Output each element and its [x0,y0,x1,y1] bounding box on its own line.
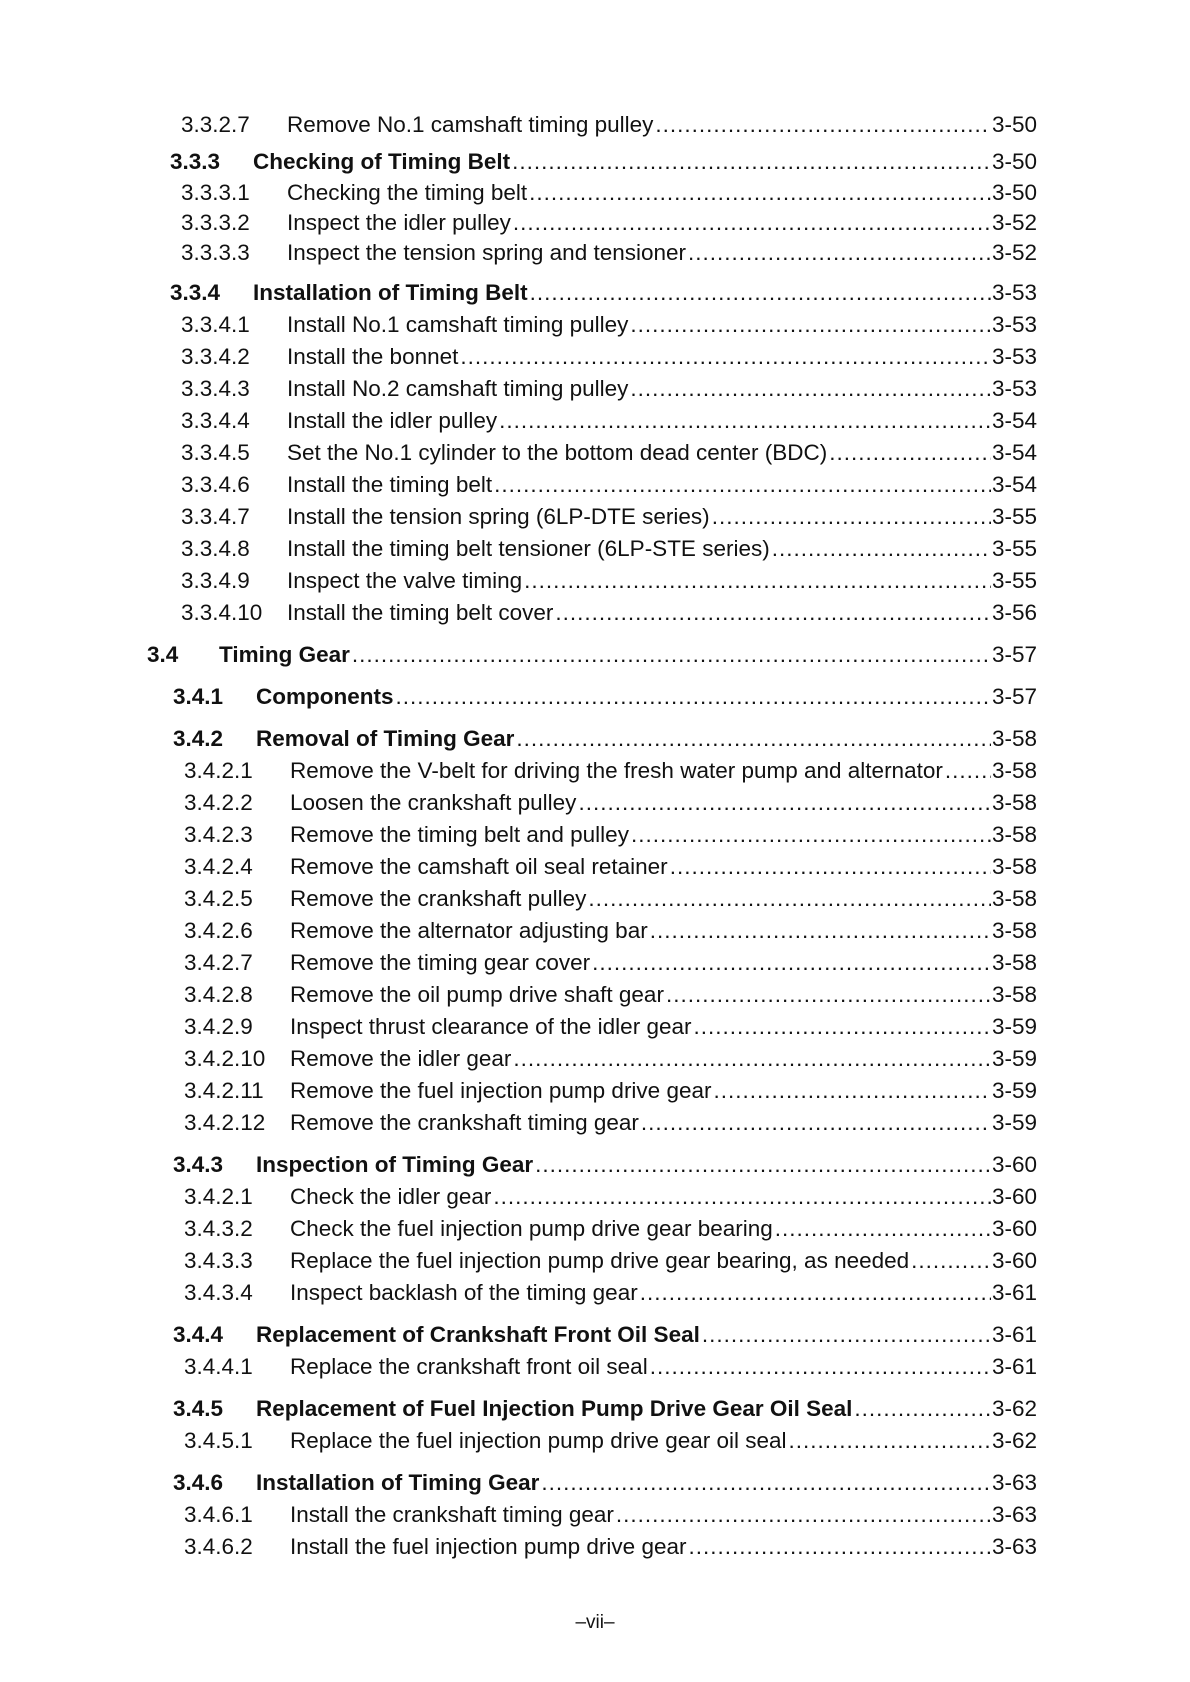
dot-leader [512,147,991,177]
toc-entry[interactable] [170,147,1037,177]
toc-entry[interactable] [181,470,1037,500]
dot-leader [693,1012,990,1042]
toc-entry[interactable] [184,1182,1037,1212]
toc-entry-title: Check the fuel injection pump drive gear bearing [290,1216,773,1241]
toc-entry-title: Installation of Timing Gear [256,1470,540,1495]
toc-entry-title: Removal of Timing Gear [256,726,515,751]
dot-leader [688,1532,990,1562]
toc-entry-page: 3-53 [991,376,1037,401]
toc-entry[interactable] [181,208,1037,238]
toc-entry[interactable] [184,916,1037,946]
toc-entry-page: 3-53 [991,344,1037,369]
dot-leader [499,406,991,436]
dot-leader [655,110,991,140]
dot-leader [530,278,991,308]
dot-leader [641,1108,991,1138]
toc-entry[interactable] [173,1320,1037,1350]
toc-entry[interactable] [173,1468,1037,1498]
toc-entry-title: Remove the fuel injection pump drive gear [290,1078,712,1103]
toc-entry-title: Inspect thrust clearance of the idler gear [290,1014,692,1039]
toc-entry-page: 3-63 [991,1534,1037,1559]
toc-entry-number: 3.4.2.10 [184,1046,266,1071]
toc-entry-title: Remove the V-belt for driving the fresh water pump and alternator [290,758,943,783]
toc-entry-page: 3-58 [991,854,1037,879]
toc-entry-page: 3-58 [991,886,1037,911]
toc-entry-number: 3.3.4.1 [181,312,250,337]
toc-entry-page: 3-63 [991,1470,1037,1495]
toc-entry-number: 3.3.4.2 [181,344,250,369]
toc-entry-page: 3-55 [991,504,1037,529]
toc-entry-title: Remove the crankshaft timing gear [290,1110,639,1135]
dot-leader [494,470,991,500]
dot-leader [524,566,991,596]
toc-entry-title: Remove the camshaft oil seal retainer [290,854,668,879]
toc-entry-number: 3.4.6 [173,1470,224,1495]
toc-entry-number: 3.4.2.3 [184,822,253,847]
toc-entry-title: Install the bonnet [287,344,459,369]
toc-entry-title: Install the crankshaft timing gear [290,1502,614,1527]
page-number: –vii– [575,1612,615,1633]
dot-leader [630,310,991,340]
toc-entry-page: 3-62 [991,1396,1037,1421]
toc-entry[interactable] [184,820,1037,850]
toc-entry-number: 3.3.4.3 [181,376,250,401]
toc-entry-title: Install No.2 camshaft timing pulley [287,376,629,401]
toc-entry-number: 3.3.4.6 [181,472,250,497]
toc-entry-title: Replace the fuel injection pump drive gear bearing, as needed [290,1248,910,1273]
toc-entry[interactable] [181,110,1037,140]
toc-entry-page: 3-60 [991,1216,1037,1241]
toc-entry-title: Remove the idler gear [290,1046,512,1071]
toc-entry-number: 3.4.2.9 [184,1014,253,1039]
toc-entry-title: Replace the fuel injection pump drive gear oil seal [290,1428,787,1453]
toc-entry-page: 3-58 [991,950,1037,975]
toc-entry[interactable] [181,342,1037,372]
toc-entry-page: 3-57 [991,642,1037,667]
toc-entry-number: 3.4.2.12 [184,1110,266,1135]
toc-entry-title: Loosen the crankshaft pulley [290,790,577,815]
toc-entry-title: Install the timing belt tensioner (6LP-STE series) [287,536,770,561]
toc-entry-page: 3-58 [991,758,1037,783]
toc-entry-title: Remove the crankshaft pulley [290,886,587,911]
toc-entry-title: Replacement of Crankshaft Front Oil Seal [256,1322,700,1347]
toc-entry[interactable] [184,1012,1037,1042]
dot-leader [493,1182,991,1212]
toc-entry-title: Install the tension spring (6LP-DTE series) [287,504,710,529]
toc-entry-number: 3.4.3.3 [184,1248,253,1273]
dot-leader [588,884,991,914]
dot-leader [650,916,991,946]
toc-entry-title: Install the timing belt cover [287,600,554,625]
toc-entry-number: 3.4.2.5 [184,886,253,911]
toc-entry-number: 3.3.4.4 [181,408,250,433]
toc-entry-number: 3.4.2 [173,726,224,751]
toc-entry-page: 3-62 [991,1428,1037,1453]
toc-entry-title: Inspect the tension spring and tensioner [287,240,687,265]
toc-entry-number: 3.4.6.1 [184,1502,253,1527]
dot-leader [396,682,991,712]
toc-entry[interactable] [184,980,1037,1010]
toc-entry-page: 3-58 [991,822,1037,847]
toc-entry[interactable] [184,1500,1037,1530]
dot-leader [702,1320,991,1350]
toc-entry-number: 3.4.2.2 [184,790,253,815]
dot-leader [712,502,991,532]
toc-entry[interactable] [184,884,1037,914]
dot-leader [630,374,991,404]
toc-entry-title: Install the timing belt [287,472,493,497]
toc-entry[interactable] [147,640,1037,670]
toc-entry[interactable] [184,1246,1037,1276]
toc-entry[interactable] [181,238,1037,268]
toc-entry-page: 3-63 [991,1502,1037,1527]
toc-entry-number: 3.4.3.2 [184,1216,253,1241]
toc-entry[interactable] [181,598,1037,628]
toc-entry[interactable] [184,852,1037,882]
toc-entry[interactable] [184,1044,1037,1074]
toc-entry-page: 3-58 [991,918,1037,943]
toc-entry-page: 3-56 [991,600,1037,625]
toc-entry-title: Install the idler pulley [287,408,498,433]
toc-entry-title: Checking of Timing Belt [253,149,511,174]
toc-entry[interactable] [184,1108,1037,1138]
toc-entry-page: 3-58 [991,726,1037,751]
toc-entry[interactable] [184,1352,1037,1382]
toc-entry-number: 3.4.1 [173,684,224,709]
dot-leader [616,1500,991,1530]
toc-entry-number: 3.4.2.7 [184,950,253,975]
toc-entry-number: 3.3.4 [170,280,221,305]
toc-entry-title: Remove the timing belt and pulley [290,822,629,847]
toc-entry-page: 3-60 [991,1184,1037,1209]
toc-entry-number: 3.3.3.1 [181,180,250,205]
dot-leader [772,534,991,564]
toc-entry[interactable] [181,534,1037,564]
toc-entry-page: 3-61 [991,1280,1037,1305]
toc-entry-number: 3.3.3.3 [181,240,250,265]
dot-leader [529,178,991,208]
toc-entry[interactable] [181,310,1037,340]
toc-entry[interactable] [184,1214,1037,1244]
toc-entry-number: 3.3.3 [170,149,221,174]
toc-entry-number: 3.4.2.1 [184,758,253,783]
dot-leader [713,1076,990,1106]
toc-entry-page: 3-50 [991,180,1037,205]
toc-entry-title: Replace the crankshaft front oil seal [290,1354,648,1379]
dot-leader [541,1468,991,1498]
toc-entry-number: 3.3.3.2 [181,210,250,235]
toc-entry-number: 3.4.5.1 [184,1428,253,1453]
toc-entry[interactable] [184,756,1037,786]
dot-leader [854,1394,991,1424]
toc-entry-number: 3.3.4.8 [181,536,250,561]
toc-entry[interactable] [184,788,1037,818]
dot-leader [829,438,991,468]
toc-entry-title: Inspect the valve timing [287,568,523,593]
toc-entry-page: 3-50 [991,112,1037,137]
toc-entry-number: 3.3.2.7 [181,112,250,137]
toc-entry[interactable] [173,682,1037,712]
toc-entry-page: 3-59 [991,1046,1037,1071]
toc-entry-page: 3-54 [991,472,1037,497]
toc-entry-title: Check the idler gear [290,1184,492,1209]
toc-entry[interactable] [184,1278,1037,1308]
dot-leader [650,1352,991,1382]
toc-entry-number: 3.3.4.7 [181,504,250,529]
toc-entry-title: Inspection of Timing Gear [256,1152,534,1177]
toc-entry[interactable] [181,502,1037,532]
toc-entry-number: 3.4.4.1 [184,1354,253,1379]
toc-entry-page: 3-57 [991,684,1037,709]
toc-entry[interactable] [181,374,1037,404]
toc-entry-page: 3-59 [991,1110,1037,1135]
toc-entry-page: 3-55 [991,568,1037,593]
dot-leader [513,1044,991,1074]
toc-entry-number: 3.4.3.4 [184,1280,253,1305]
toc-entry[interactable] [181,406,1037,436]
toc-entry[interactable] [173,1150,1037,1180]
dot-leader [460,342,991,372]
dot-leader [670,852,991,882]
dot-leader [555,598,991,628]
toc-entry-number: 3.4.4 [173,1322,224,1347]
dot-leader [688,238,991,268]
toc-entry[interactable] [184,948,1037,978]
toc-entry-title: Remove the alternator adjusting bar [290,918,648,943]
toc-entry-title: Set the No.1 cylinder to the bottom dead center (BDC) [287,440,828,465]
toc-entry-title: Replacement of Fuel Injection Pump Drive Gear Oil Seal [256,1396,853,1421]
dot-leader [578,788,991,818]
toc-entry[interactable] [184,1426,1037,1456]
toc-entry-page: 3-54 [991,440,1037,465]
toc-entry-number: 3.4.3 [173,1152,224,1177]
toc-entry[interactable] [181,566,1037,596]
toc-entry-title: Remove the timing gear cover [290,950,591,975]
toc-entry-page: 3-59 [991,1078,1037,1103]
toc-entry-page: 3-55 [991,536,1037,561]
toc-entry-page: 3-60 [991,1248,1037,1273]
dot-leader [592,948,991,978]
toc-entry-page: 3-53 [991,312,1037,337]
toc-entry-number: 3.4.6.2 [184,1534,253,1559]
toc-entry-title: Installation of Timing Belt [253,280,528,305]
toc-entry-number: 3.4.2.1 [184,1184,253,1209]
dot-leader [516,724,991,754]
toc-entry-page: 3-61 [991,1322,1037,1347]
toc-entry[interactable] [184,1532,1037,1562]
dot-leader [789,1426,991,1456]
toc-entry-page: 3-58 [991,982,1037,1007]
toc-entry[interactable] [173,724,1037,754]
toc-entry-title: Components [256,684,394,709]
toc-entry-page: 3-58 [991,790,1037,815]
toc-entry-number: 3.4.2.11 [184,1078,264,1103]
toc-entry-number: 3.4.2.4 [184,854,253,879]
toc-entry-page: 3-60 [991,1152,1037,1177]
toc-entry-number: 3.3.4.5 [181,440,250,465]
toc-entry-page: 3-50 [991,149,1037,174]
dot-leader [911,1246,991,1276]
toc-entry-page: 3-52 [991,210,1037,235]
toc-entry[interactable] [184,1076,1037,1106]
toc-entry-number: 3.3.4.9 [181,568,250,593]
toc-entry-page: 3-61 [991,1354,1037,1379]
toc-entry-number: 3.4.5 [173,1396,224,1421]
toc-entry-title: Inspect backlash of the timing gear [290,1280,638,1305]
toc-entry[interactable] [173,1394,1037,1424]
toc-entry-page: 3-59 [991,1014,1037,1039]
dot-leader [666,980,991,1010]
toc-entry-title: Timing Gear [219,642,350,667]
toc-entry-title: Remove the oil pump drive shaft gear [290,982,664,1007]
toc-entry-number: 3.4 [147,642,179,667]
toc-entry-title: Checking the timing belt [287,180,528,205]
dot-leader [352,640,991,670]
dot-leader [775,1214,991,1244]
dot-leader [640,1278,991,1308]
toc-entry-page: 3-53 [991,280,1037,305]
toc-entry[interactable] [170,278,1037,308]
dot-leader [535,1150,991,1180]
toc-entry-number: 3.4.2.8 [184,982,253,1007]
dot-leader [631,820,991,850]
toc-entry-title: Install the fuel injection pump drive gear [290,1534,687,1559]
toc-entry[interactable] [181,438,1037,468]
toc-entry-title: Remove No.1 camshaft timing pulley [287,112,654,137]
toc-entry-title: Install No.1 camshaft timing pulley [287,312,629,337]
toc-entry-title: Inspect the idler pulley [287,210,511,235]
toc-entry-number: 3.3.4.10 [181,600,263,625]
dot-leader [945,756,991,786]
toc-entry-page: 3-54 [991,408,1037,433]
dot-leader [513,208,991,238]
toc-entry-number: 3.4.2.6 [184,918,253,943]
toc-entry-page: 3-52 [991,240,1037,265]
toc-entry[interactable] [181,178,1037,208]
